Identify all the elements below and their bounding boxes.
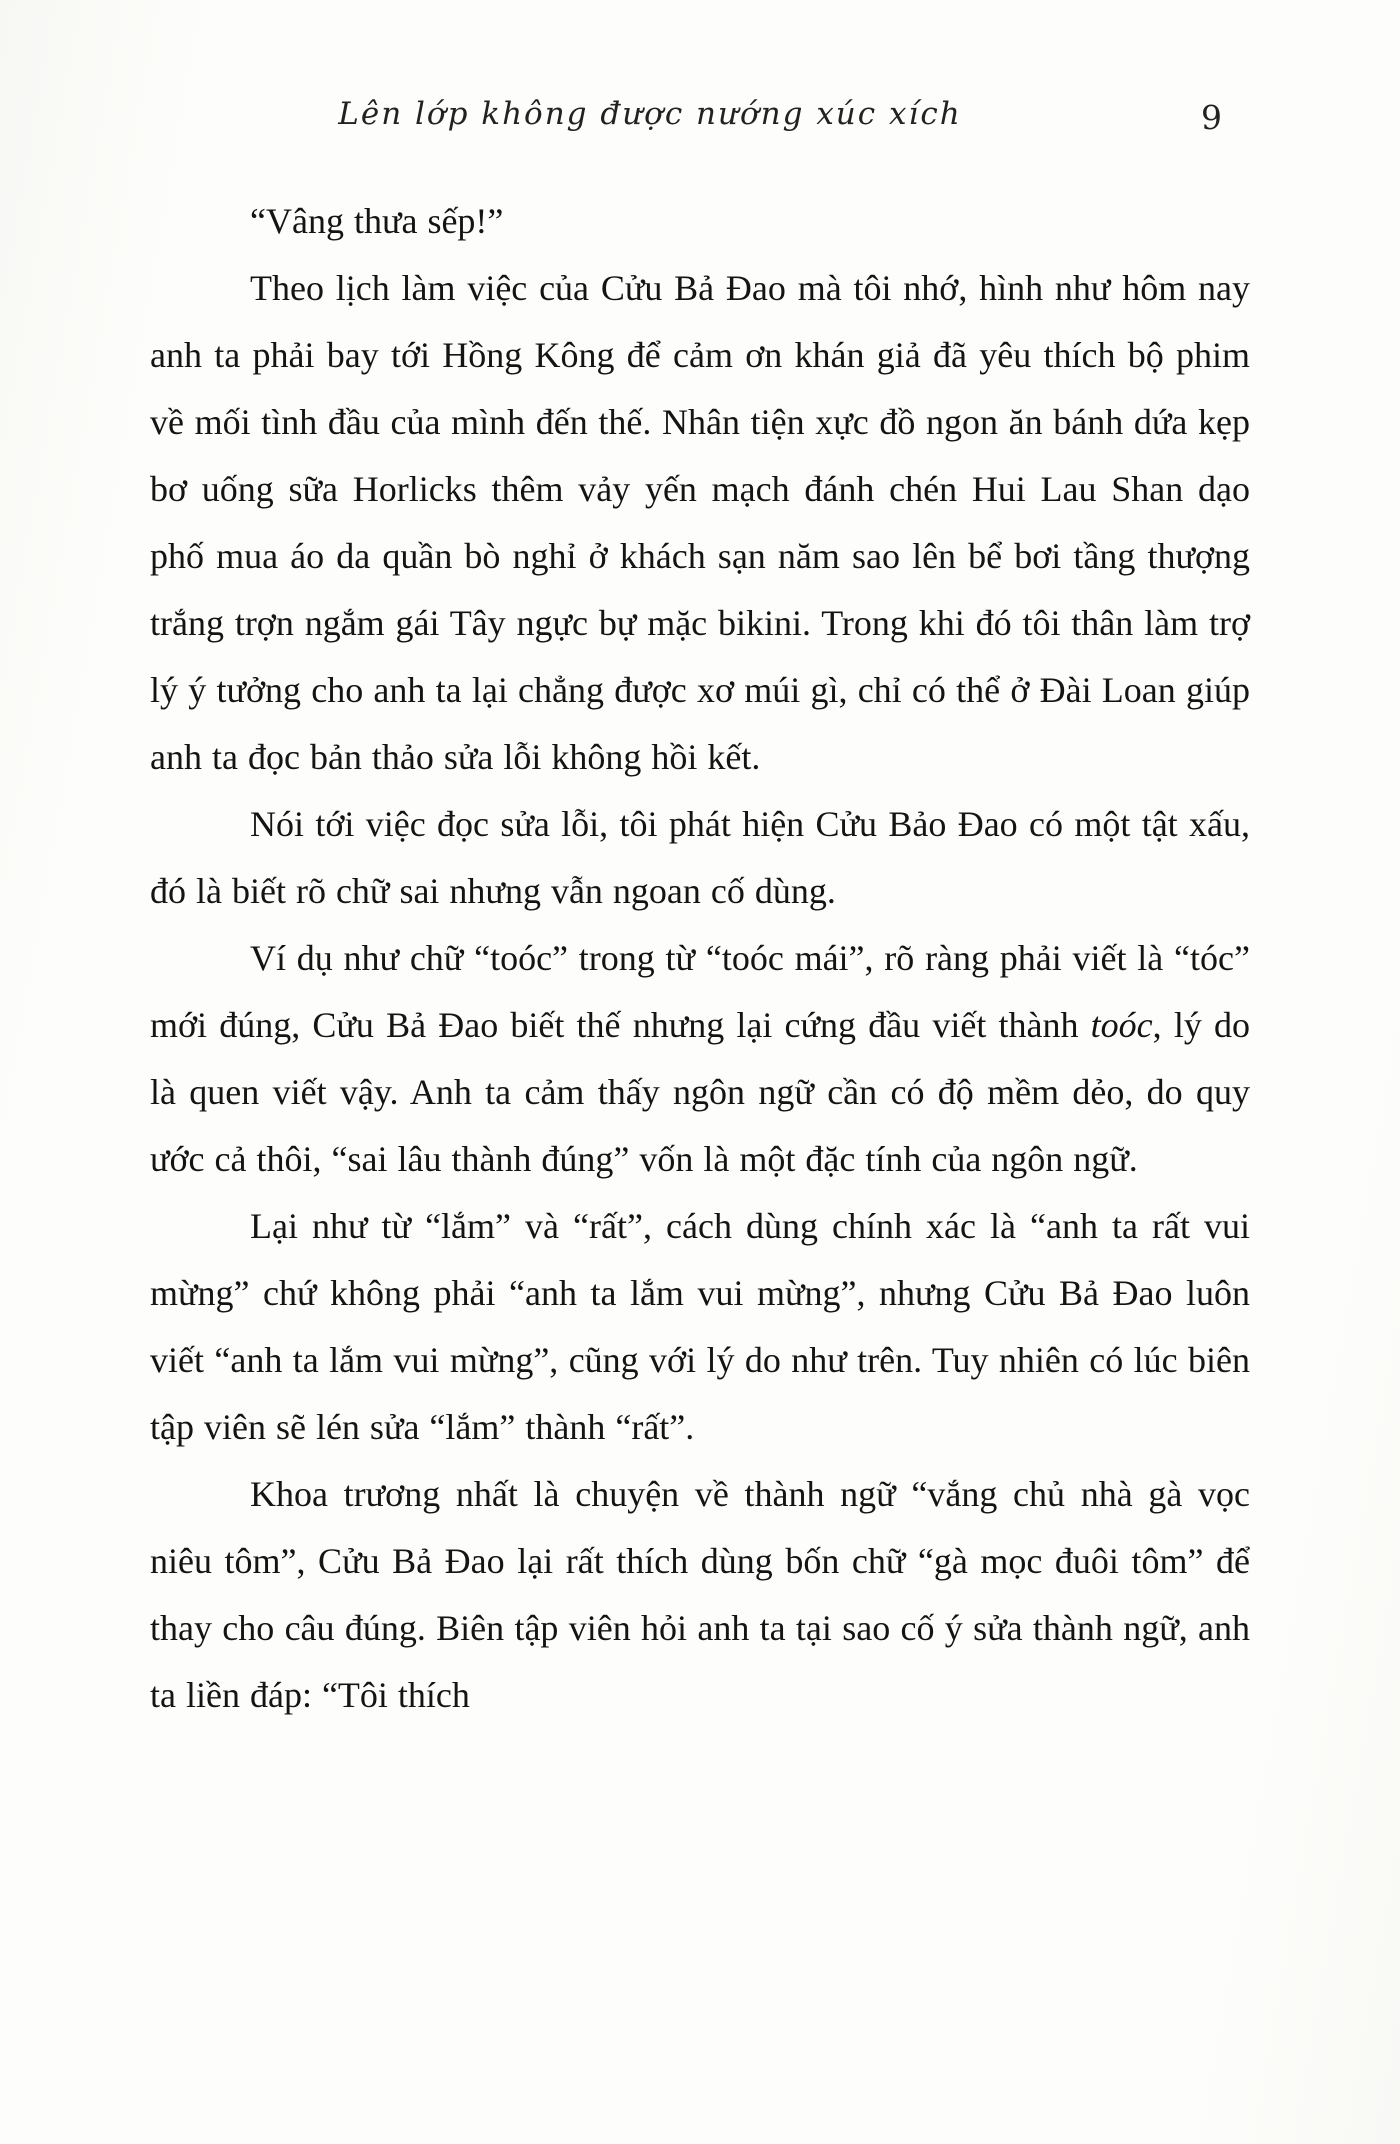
- text-run: Lại như từ “lắm” và “rất”, cách dùng chính xác là “anh ta rất vui mừng” chứ không phải “anh ta lắm vui mừng”, nhưng Cửu Bả Đao luôn viết “anh ta lắm vui mừng”, cũng với lý do như trên. Tuy nhiên có lúc biên tập viên sẽ lén sửa “lắm” thành “rất”.: [150, 1206, 1250, 1447]
- paragraph: [150, 925, 1250, 1193]
- paragraph: [150, 255, 1250, 791]
- paragraph: [150, 188, 1250, 255]
- paragraph: [150, 1461, 1250, 1729]
- page-number: 9: [1201, 98, 1222, 137]
- text-run: “Vâng thưa sếp!”: [250, 201, 504, 241]
- paragraph: [150, 1193, 1250, 1461]
- text-run: Theo lịch làm việc của Cửu Bả Đao mà tôi nhớ, hình như hôm nay anh ta phải bay tới Hồng Kông để cảm ơn khán giả đã yêu thích bộ phim về mối tình đầu của mình đến thế. Nhân tiện xực đồ ngon ăn bánh dứa kẹp bơ uống sữa Horlicks thêm vảy yến mạch đánh chén Hui Lau Shan dạo phố mua áo da quần bò nghỉ ở khách sạn năm sao lên bể bơi tầng thượng trắng trợn ngắm gái Tây ngực bự mặc bikini. Trong khi đó tôi thân làm trợ lý ý tưởng cho anh ta lại chẳng được xơ múi gì, chỉ có thể ở Đài Loan giúp anh ta đọc bản thảo sửa lỗi không hồi kết.: [150, 268, 1250, 777]
- running-title: Lên lớp không được nướng xúc xích: [338, 96, 962, 132]
- text-run: Ví dụ như chữ “toóc” trong từ “toóc mái”, rõ ràng phải viết là “tóc” mới đúng, Cửu Bả Đao biết thế nhưng lại cứng đầu viết thành: [150, 938, 1250, 1045]
- page-header: [150, 96, 1250, 144]
- text-run: Nói tới việc đọc sửa lỗi, tôi phát hiện Cửu Bảo Đao có một tật xấu, đó là biết rõ chữ sai nhưng vẫn ngoan cố dùng.: [150, 804, 1250, 911]
- body-text: [150, 188, 1250, 1729]
- paragraph: [150, 791, 1250, 925]
- text-run: Khoa trương nhất là chuyện về thành ngữ “vắng chủ nhà gà vọc niêu tôm”, Cửu Bả Đao lại rất thích dùng bốn chữ “gà mọc đuôi tôm” để thay cho câu đúng. Biên tập viên hỏi anh ta tại sao cố ý sửa thành ngữ, anh ta liền đáp: “Tôi thích: [150, 1474, 1250, 1715]
- text-run: , lý do là quen viết vậy. Anh ta cảm thấy ngôn ngữ cần có độ mềm dẻo, do quy ước cả thôi, “sai lâu thành đúng” vốn là một đặc tính của ngôn ngữ.: [150, 1005, 1250, 1179]
- italic-run: toóc: [1090, 1005, 1153, 1045]
